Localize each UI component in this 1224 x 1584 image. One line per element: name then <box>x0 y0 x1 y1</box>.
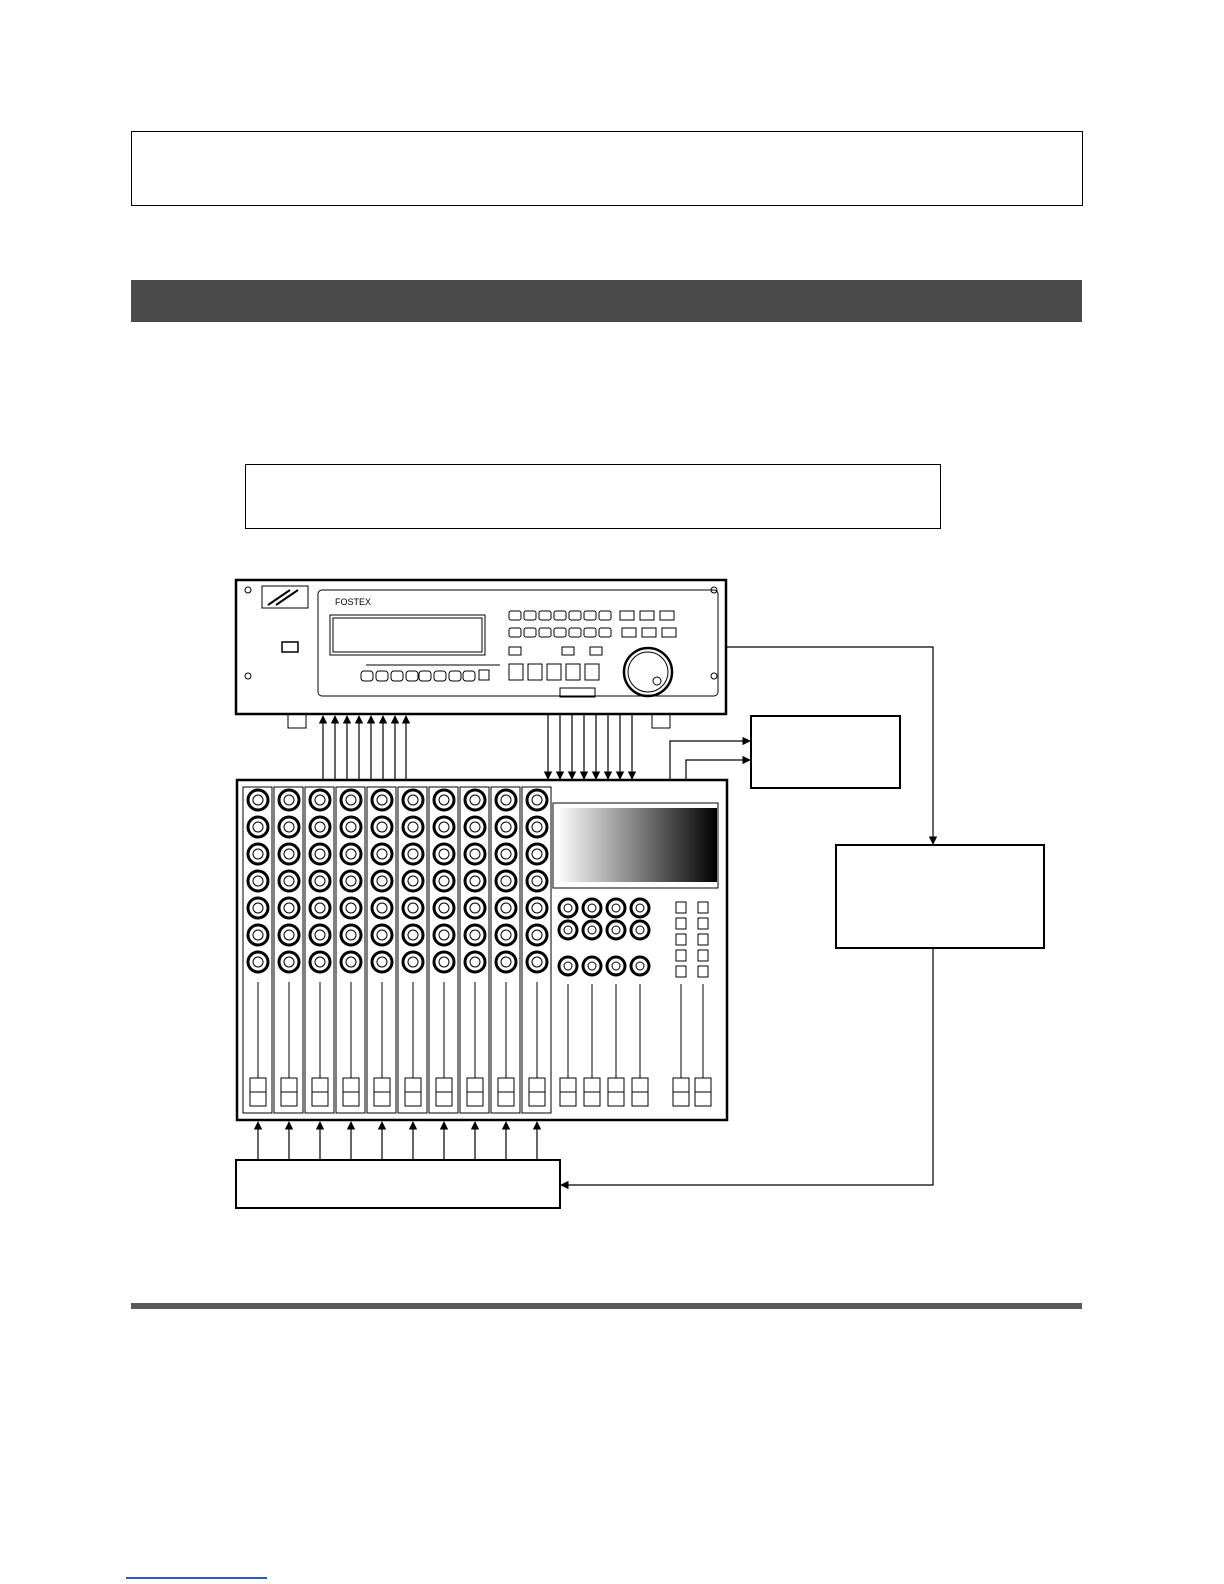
channel-knob-center <box>346 876 356 886</box>
recorder-button <box>569 628 581 637</box>
channel-knob-center <box>470 957 480 967</box>
channel-knob-center <box>315 849 325 859</box>
master-knob-center <box>564 926 572 934</box>
recorder-button <box>376 671 388 681</box>
channel-knob-center <box>253 849 263 859</box>
master-knob-center <box>612 962 620 970</box>
master-switch <box>676 934 686 945</box>
channel-knob-center <box>470 930 480 940</box>
recorder-button <box>562 647 574 655</box>
channel-knob-center <box>346 903 356 913</box>
recorder-button <box>524 611 536 620</box>
channel-knob-center <box>253 876 263 886</box>
channel-knob <box>527 925 547 945</box>
channel-knob-center <box>284 822 294 832</box>
channel-knob-center <box>532 849 542 859</box>
master-switch <box>698 950 708 961</box>
master-knob <box>607 957 625 975</box>
channel-knob-center <box>315 930 325 940</box>
channel-knob-center <box>470 849 480 859</box>
channel-knob-center <box>532 957 542 967</box>
channel-knob-center <box>532 822 542 832</box>
recorder-button <box>539 628 551 637</box>
channel-knob <box>279 844 299 864</box>
channel-knob <box>279 790 299 810</box>
recorder-button <box>620 611 634 620</box>
master-knob <box>583 921 601 939</box>
master-switch <box>698 966 708 977</box>
channel-knob-center <box>501 903 511 913</box>
master-switch <box>698 918 708 929</box>
master-switch <box>676 902 686 913</box>
master-knob-center <box>588 926 596 934</box>
transport-button <box>585 664 599 680</box>
channel-knob <box>496 898 516 918</box>
channel-knob <box>341 844 361 864</box>
channel-knob <box>341 952 361 972</box>
recorder-button <box>509 647 521 655</box>
recorder-button <box>599 611 611 620</box>
master-switch <box>676 966 686 977</box>
channel-knob-center <box>408 876 418 886</box>
recorder-button <box>584 611 596 620</box>
channel-knob <box>434 790 454 810</box>
channel-knob-center <box>408 822 418 832</box>
channel-knob-center <box>532 903 542 913</box>
master-switch <box>698 902 708 913</box>
channel-knob <box>310 844 330 864</box>
channel-knob <box>341 790 361 810</box>
channel-knob <box>496 925 516 945</box>
channel-knob <box>496 790 516 810</box>
master-knob <box>583 899 601 917</box>
channel-knob-center <box>408 849 418 859</box>
channel-knob-center <box>377 795 387 805</box>
channel-knob <box>496 871 516 891</box>
master-knob <box>559 957 577 975</box>
master-knob <box>559 921 577 939</box>
master-knob-center <box>636 904 644 912</box>
channel-knob-center <box>470 795 480 805</box>
sync-box <box>836 845 1044 948</box>
channel-knob-center <box>377 903 387 913</box>
transport-button <box>547 664 561 680</box>
channel-knob-center <box>346 957 356 967</box>
recorder-button <box>554 611 566 620</box>
channel-knob-center <box>439 957 449 967</box>
channel-knob-center <box>501 930 511 940</box>
channel-knob <box>248 844 268 864</box>
channel-knob <box>434 952 454 972</box>
channel-knob <box>403 817 423 837</box>
channel-knob <box>496 952 516 972</box>
recorder-button <box>539 611 551 620</box>
recorder-button <box>622 628 636 637</box>
sync-to-source-arrow <box>561 948 933 1185</box>
channel-knob <box>248 898 268 918</box>
channel-knob <box>248 871 268 891</box>
recorder-button <box>569 611 581 620</box>
channel-knob-center <box>408 795 418 805</box>
channel-knob <box>527 952 547 972</box>
channel-knob-center <box>532 930 542 940</box>
channel-knob <box>465 790 485 810</box>
channel-knob <box>527 844 547 864</box>
master-knob <box>559 899 577 917</box>
channel-knob <box>465 952 485 972</box>
channel-knob-center <box>346 822 356 832</box>
channel-knob <box>465 871 485 891</box>
channel-knob-center <box>408 957 418 967</box>
recorder-button <box>640 611 654 620</box>
channel-knob-center <box>253 903 263 913</box>
recorder-button <box>642 628 656 637</box>
master-knob <box>631 957 649 975</box>
channel-knob-center <box>284 876 294 886</box>
channel-knob-center <box>439 930 449 940</box>
mixer-to-monitor-arrow <box>686 760 750 780</box>
recorder-button <box>391 671 403 681</box>
channel-knob-center <box>346 849 356 859</box>
channel-knob <box>310 952 330 972</box>
channel-knob-center <box>315 795 325 805</box>
channel-knob-center <box>284 930 294 940</box>
channel-knob-center <box>501 849 511 859</box>
channel-knob <box>310 790 330 810</box>
channel-knob <box>403 790 423 810</box>
channel-knob-center <box>377 822 387 832</box>
multitrack-recorder-icon <box>236 580 726 728</box>
recorder-button <box>406 671 418 681</box>
monitor-box <box>751 716 900 788</box>
recorder-button <box>479 670 489 680</box>
channel-knob <box>341 817 361 837</box>
channel-knob <box>465 817 485 837</box>
master-switch <box>698 934 708 945</box>
channel-knob <box>403 844 423 864</box>
recorder-button <box>660 611 674 620</box>
channel-knob <box>248 952 268 972</box>
channel-knob-center <box>284 903 294 913</box>
bottom-rule <box>131 1303 1082 1309</box>
master-knob-center <box>612 926 620 934</box>
channel-knob-center <box>408 903 418 913</box>
channel-knob <box>465 925 485 945</box>
recorder-button <box>554 628 566 637</box>
channel-knob <box>341 925 361 945</box>
channel-knob <box>248 925 268 945</box>
channel-knob-center <box>284 957 294 967</box>
footer-link-underline[interactable] <box>126 1577 267 1579</box>
source-box <box>236 1160 560 1208</box>
recorder-button <box>509 628 521 637</box>
channel-knob <box>527 790 547 810</box>
channel-knob-center <box>470 876 480 886</box>
channel-knob-center <box>501 876 511 886</box>
channel-knob-center <box>377 849 387 859</box>
master-switch <box>676 950 686 961</box>
master-knob-center <box>612 904 620 912</box>
channel-knob <box>434 817 454 837</box>
channel-knob <box>496 817 516 837</box>
channel-knob <box>372 952 392 972</box>
master-knob <box>607 899 625 917</box>
channel-knob <box>403 925 423 945</box>
channel-knob-center <box>377 876 387 886</box>
channel-knob <box>279 817 299 837</box>
channel-knob <box>310 817 330 837</box>
channel-knob-center <box>439 849 449 859</box>
recorder-button <box>449 671 461 681</box>
channel-knob-center <box>439 795 449 805</box>
channel-knob-center <box>315 822 325 832</box>
channel-knob-center <box>253 957 263 967</box>
channel-knob-center <box>501 957 511 967</box>
channel-knob-center <box>439 876 449 886</box>
recorder-button <box>419 671 431 681</box>
channel-knob <box>341 898 361 918</box>
master-switch <box>676 918 686 929</box>
recorder-button <box>662 628 676 637</box>
channel-knob <box>372 844 392 864</box>
channel-knob <box>248 790 268 810</box>
master-knob-center <box>636 926 644 934</box>
channel-knob <box>434 925 454 945</box>
channel-knob <box>527 898 547 918</box>
channel-knob-center <box>346 930 356 940</box>
channel-knob <box>434 871 454 891</box>
channel-knob <box>465 898 485 918</box>
channel-knob <box>310 871 330 891</box>
recorder-button <box>524 628 536 637</box>
channel-knob <box>465 844 485 864</box>
channel-knob-center <box>315 876 325 886</box>
channel-knob <box>403 898 423 918</box>
channel-knob <box>248 817 268 837</box>
channel-knob-center <box>532 795 542 805</box>
channel-knob <box>527 817 547 837</box>
brand-logo: FOSTEX <box>335 597 372 607</box>
channel-knob <box>372 898 392 918</box>
channel-knob-center <box>377 930 387 940</box>
channel-knob-center <box>532 876 542 886</box>
channel-knob <box>310 898 330 918</box>
recorder-button <box>584 628 596 637</box>
transport-button <box>509 664 523 680</box>
recorder-button <box>590 647 602 655</box>
channel-knob <box>279 925 299 945</box>
channel-knob-center <box>315 903 325 913</box>
master-knob-center <box>564 962 572 970</box>
channel-knob <box>310 925 330 945</box>
channel-knob-center <box>284 849 294 859</box>
recorder-button <box>434 671 446 681</box>
recorder-button <box>463 671 475 681</box>
channel-knob-center <box>439 903 449 913</box>
channel-knob-center <box>315 957 325 967</box>
channel-knob <box>434 898 454 918</box>
channel-knob <box>372 925 392 945</box>
recorder-button <box>361 671 373 681</box>
channel-knob-center <box>253 795 263 805</box>
channel-knob <box>403 952 423 972</box>
channel-knob-center <box>501 795 511 805</box>
mixing-console-icon <box>237 780 727 1120</box>
channel-knob-center <box>408 930 418 940</box>
master-knob-center <box>588 962 596 970</box>
master-knob <box>631 921 649 939</box>
channel-knob <box>434 844 454 864</box>
channel-knob <box>279 898 299 918</box>
recorder-button <box>599 628 611 637</box>
transport-button <box>528 664 542 680</box>
channel-knob-center <box>501 822 511 832</box>
master-knob-center <box>588 904 596 912</box>
master-knob-center <box>636 962 644 970</box>
master-knob <box>631 899 649 917</box>
channel-knob <box>341 871 361 891</box>
channel-knob <box>372 871 392 891</box>
master-knob <box>607 921 625 939</box>
master-knob <box>583 957 601 975</box>
channel-knob-center <box>470 903 480 913</box>
transport-button <box>566 664 580 680</box>
channel-knob-center <box>470 822 480 832</box>
channel-knob <box>279 871 299 891</box>
channel-knob <box>372 817 392 837</box>
channel-knob <box>372 790 392 810</box>
channel-knob <box>403 871 423 891</box>
channel-knob-center <box>377 957 387 967</box>
channel-knob-center <box>439 822 449 832</box>
channel-knob-center <box>253 822 263 832</box>
recorder-button <box>509 611 521 620</box>
channel-knob <box>279 952 299 972</box>
channel-knob <box>496 844 516 864</box>
channel-knob-center <box>253 930 263 940</box>
master-knob-center <box>564 904 572 912</box>
channel-knob-center <box>346 795 356 805</box>
channel-knob-center <box>284 795 294 805</box>
channel-knob <box>527 871 547 891</box>
